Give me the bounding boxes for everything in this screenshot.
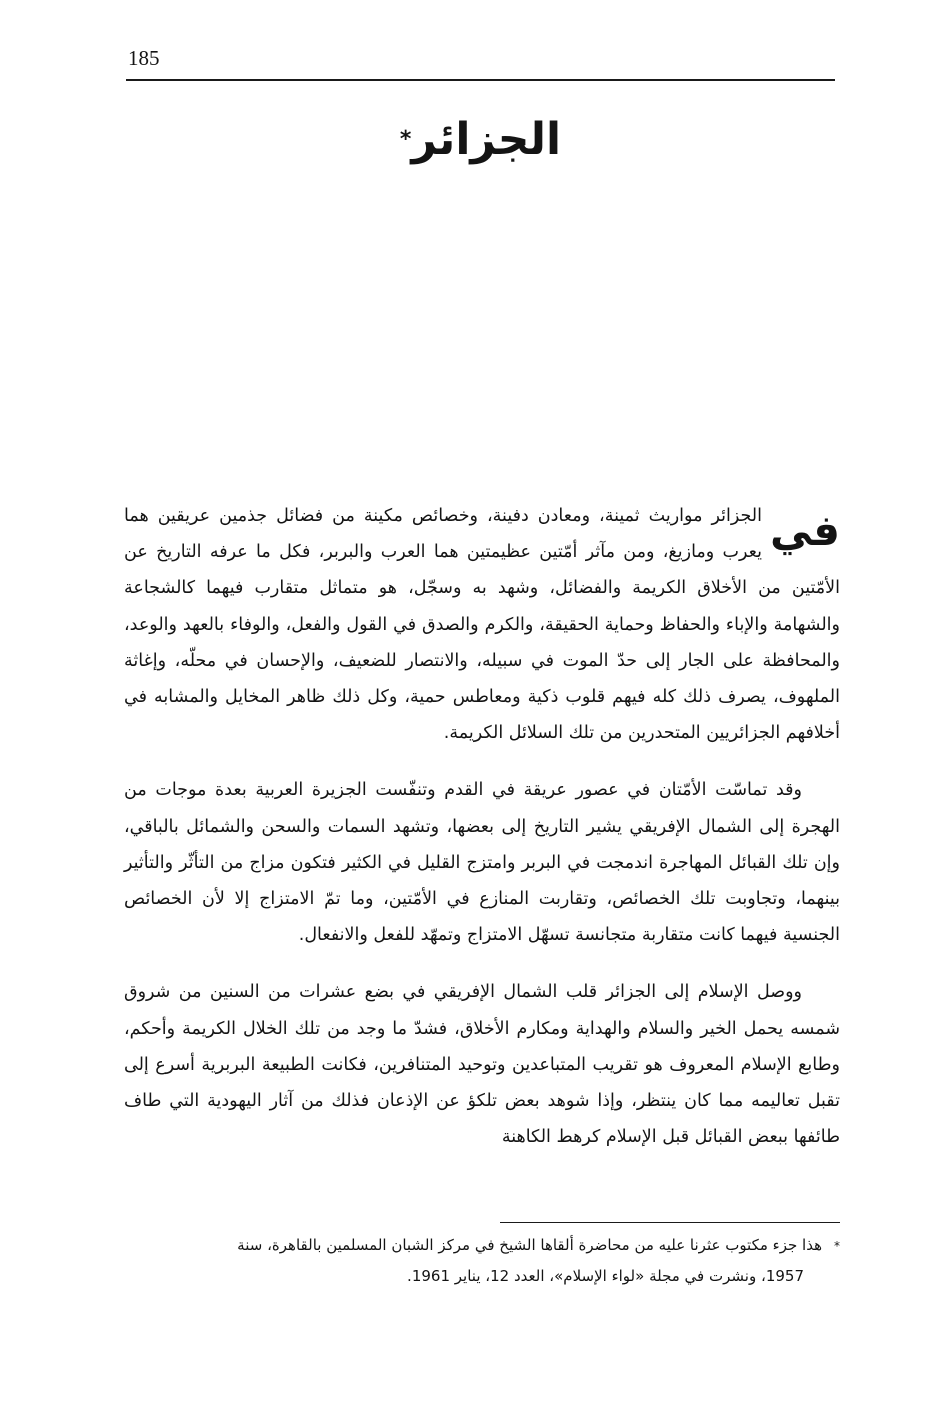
footnote-line-1 <box>124 1230 840 1261</box>
paragraph-gap <box>124 953 840 974</box>
header-rule <box>126 79 835 81</box>
footnote-rule <box>500 1222 840 1223</box>
footnote-marker: * <box>834 1239 840 1253</box>
body-text <box>124 498 840 1155</box>
chapter-title-text: الجزائر <box>411 114 562 165</box>
paragraph-3: ووصل الإسلام إلى الجزائر قلب الشمال الإفريقي في بضع عشرات من السنين من شروق شمسه يحمل الخير والسلام والهداية ومكارم الأخلاق، فشدّ ما وجد من تلك الخلال الكريمة وأحكم، وطابع الإسلام المعروف هو تقريب المتباعدين وتوحيد المتنافرين، فكانت الطبيعة البربرية أسرع إلى تقبل تعاليمه مما كان ينتظر، وإذا شوهد بعض تلكؤ عن الإذعان فذلك من آثار اليهودية التي طاف طائفها ببعض القبائل قبل الإسلام كرهط الكاهنة <box>124 982 840 1148</box>
page-number: 185 <box>128 46 160 70</box>
paragraph-2: وقد تماسّت الأمّتان في عصور عريقة في القدم وتنفّست الجزيرة العربية بعدة موجات من الهجرة إلى الشمال الإفريقي يشير التاريخ إلى بعضها، وتشهد السمات والسحن والشمائل بالباقي، وإن تلك القبائل المهاجرة اندمجت في البربر وامتزج القليل في الكثير فتكون مزاج من التأثّر والتأثير بينهما، وتجاوبت تلك الخصائص، وتقاربت المنازع في الأمّتين، وما تمّ الامتزاج إلا لأن الخصائص الجنسية فيهما كانت متقاربة متجانسة تسهّل الامتزاج وتمهّد للفعل والانفعال. <box>124 780 840 946</box>
chapter-title <box>126 110 835 170</box>
paragraph-gap <box>124 751 840 772</box>
footnote-line-2: 1957، ونشرت في مجلة «لواء الإسلام»، العدد 12، يناير 1961. <box>407 1267 804 1285</box>
footnote-reference-marker: * <box>399 127 412 152</box>
footnote-text-1: هذا جزء مكتوب عثرنا عليه من محاضرة ألقاها الشيخ في مركز الشبان المسلمين بالقاهرة، سنة <box>237 1236 822 1254</box>
drop-cap: في <box>770 506 840 555</box>
paragraph-1-text: الجزائر مواريث ثمينة، ومعادن دفينة، وخصائص مكينة من فضائل جذمين عريقين هما يعرب ومازيغ، ومن مآثر أمّتين عظيمتين هما العرب والبربر، فكل ما عرفه التاريخ عن الأمّتين من الأخلاق الكريمة والفضائل، وشهد به وسجّل، هو متماثل متقارب فيهما كالشجاعة والشهامة والإباء والحفاظ وحماية الحقيقة، والكرم والصدق في القول والفعل، والوفاء بالعهد والوعد، والمحافظة على الجار إلى حدّ الموت في سبيله، والانتصار للضعيف، والإحسان في محلّه، وإغاثة الملهوف، يصرف ذلك كله فيهم قلوب ذكية ومعاطس حمية، وكل ذلك ظاهر المخايل والمشابه في أخلافهم الجزائريين المتحدرين من تلك السلائل الكريمة. <box>124 506 840 744</box>
paragraph-1 <box>124 498 840 751</box>
footnote <box>124 1230 840 1291</box>
